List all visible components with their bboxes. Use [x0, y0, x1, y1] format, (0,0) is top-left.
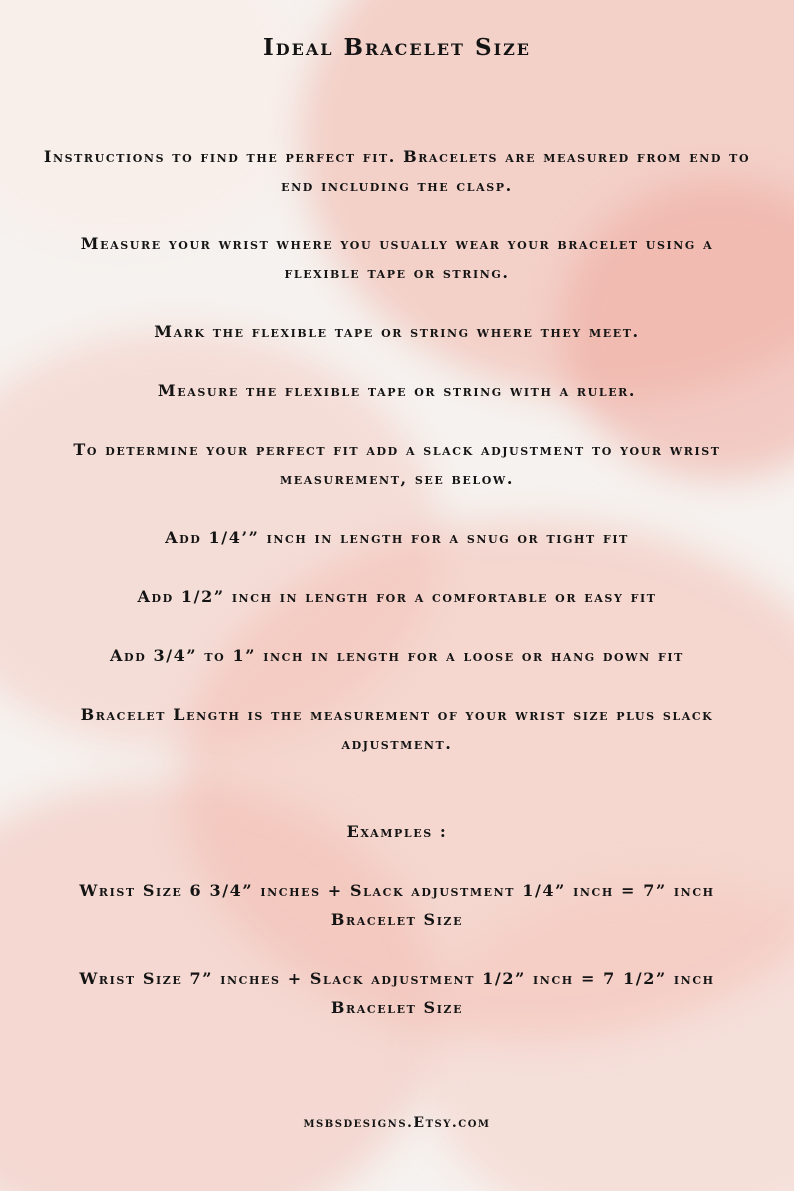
example-item: Wrist Size 6 3/4” inches + Slack adjustment 1/4” inch = 7” inch Bracelet Size: [79, 881, 715, 929]
slack-option-snug: Add 1/4’” inch in length for a snug or tight fit: [165, 528, 629, 547]
instruction-paragraph: Measure your wrist where you usually wear your bracelet using a flexible tape or string.: [80, 234, 714, 282]
page-title: Ideal Bracelet Size: [263, 34, 531, 61]
slack-option-comfortable: Add 1/2” inch in length for a comfortable or easy fit: [137, 587, 657, 606]
example-item: Wrist Size 7” inches + Slack adjustment 1/2” inch = 7 1/2” inch Bracelet Size: [79, 969, 715, 1017]
slack-option-loose: Add 3/4” to 1” inch in length for a loose or hang down fit: [110, 646, 684, 665]
instruction-paragraph: Mark the flexible tape or string where they meet.: [154, 322, 640, 341]
instruction-paragraph: Measure the flexible tape or string with a ruler.: [157, 381, 637, 400]
instruction-paragraph: Instructions to find the perfect fit. Bracelets are measured from end to end including the clasp.: [43, 147, 751, 195]
examples-heading: Examples :: [346, 822, 448, 841]
bracelet-length-definition: Bracelet Length is the measurement of your wrist size plus slack adjustment.: [80, 705, 714, 753]
shop-url: msbsdesigns.Etsy.com: [303, 1115, 491, 1131]
instruction-paragraph: To determine your perfect fit add a slack adjustment to your wrist measurement, see below.: [73, 440, 721, 488]
